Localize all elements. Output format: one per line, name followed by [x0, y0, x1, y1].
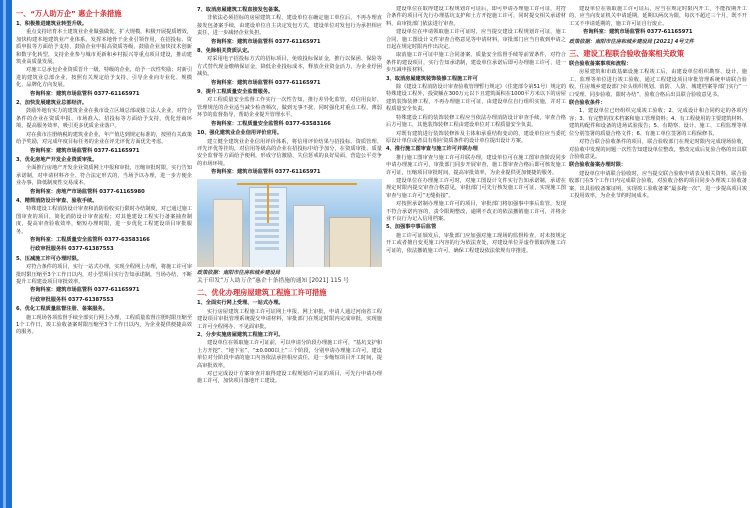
- permit-item-3-title: 3、取消房屋建筑装饰装修工程施工许可: [386, 75, 478, 82]
- item-9-contact: 咨询科室：工程质量安全监管科 0377-63583166: [211, 120, 331, 127]
- acceptance-item-2-para-1: 1、建设单位已经组织完成竣工验收；2、完成设计和合同约定的各项内容；3、有完整的技术档案和施工管理资料；4、有工程使用的主要建筑材料、建筑构配件和设备的进场试验报告；5、有勘察、设计、施工、工程监理等单位分别签署的质量合格文件；6、有施工单位签署的工程保修书。: [569, 108, 747, 137]
- policy-basis-2: 政策依据：南阳市住房和城乡建设局 [2021] 4号文件: [569, 38, 694, 45]
- building-shape: [213, 199, 243, 267]
- item-8-para-1: 对采用电子招投标方式的招标项目，免收投标保证金，推行以保函、保险等方式替代现金缴纳保证金，降低企业投标成本，释放企业资金活力，为企业纾困减负。: [197, 56, 382, 78]
- left-bar-stripe: [3, 0, 6, 508]
- item-8-title: 8、免除相关资质认定。: [197, 48, 253, 55]
- crane-jib: [237, 183, 357, 185]
- item-3-title: 3、优化房地产开发企业资质审批。: [16, 156, 98, 163]
- col3-para-6: 建设单位在办理施工许可时，对施工图设计文件实行告知承诺制，承诺在规定时限内提交审查合格意见，审批部门可先行核发施工许可证，实现施工图审查与施工许可“无缝衔接”。: [386, 177, 566, 199]
- item-4-contact-1: 咨询科室：工程质量安全监管科 0377-63583166: [30, 236, 150, 243]
- policy-basis-1: 政策依据：南阳市住房和城乡建设局: [197, 269, 281, 276]
- item-6-para-1: 施工现场各项监督手续全部实行网上办理，工程质量监督注册时限压缩至1个工作日，竣工验收备案时限压缩至3个工作日以内，为企业提供便捷高效的服务。: [16, 314, 192, 336]
- item-2-para-1: 鼓励外地有实力的建筑企业在我市设立区域总部或独立法人企业，对符合条件的企业在资质申报、市场准入、招投标等方面给予支持，优化营商环境，提高服务效率，吸引更多优质企业落户。: [16, 108, 192, 130]
- permit-item-2-para-1: 建设单位在领取施工许可证前，可以申请分阶段办理施工许可，“基坑支护和土方开挖”、“地下室”、“±0.000以上”三个阶段，分别申请办理施工许可，建设单位对分阶段申请的施工内容依法承担相应责任，进一步缩短项目开工时间，提高审批效率。: [197, 340, 382, 369]
- item-7-contact: 咨询科室：建筑市场监管科 0377-61165971: [211, 38, 321, 45]
- col3-para-1: 建设单位在取得建设工程规划许可证后，即可申请办理施工许可证，对符合条件的项目可先行办理基坑支护和土方开挖施工许可，同时提交相关承诺材料，由审批部门依法进行审查。: [386, 6, 566, 27]
- permit-item-1-title: 1、全面实行网上受理、一站式办理。: [197, 300, 284, 307]
- column-3: [386, 6, 566, 506]
- item-10-title: 10、强化建筑业企业信用评价应用。: [197, 130, 283, 137]
- section-heading-3: 三、建设工程联合验收备案相关政策: [569, 49, 685, 59]
- item-3-contact: 咨询科室：房地产市场监管科 0377-61165980: [30, 188, 145, 195]
- item-1-para-2: 对施工总承包企业资质晋升一级、特级的企业，给予一次性奖励；对新引进的建筑业总部企业，按照有关规定给予支持，引导企业向专业化、规模化、品牌化方向发展。: [16, 67, 192, 89]
- item-2-title: 2、加快发展建筑业总部经济。: [16, 100, 88, 107]
- col3-para-3: 取消施工许可证中施工合同备案、质量安全监督手续等前置条件，对符合条件的建设项目，实行告知承诺制，建设单位承诺后即可办理施工许可，进一步压减申报材料。: [386, 52, 566, 74]
- building-shape: [329, 217, 371, 267]
- item-9-title: 9、提升工程质量安全监督服务。: [197, 89, 274, 96]
- permit-item-5-title: 5、加强事中事后监管: [386, 224, 437, 231]
- column-1: [16, 6, 192, 506]
- column-4: [569, 6, 747, 506]
- permit-item-2-title: 2、分步实施房屋建筑工程施工许可。: [197, 331, 284, 338]
- item-9-para-1: 对工程质量安全监督工作实行一次性告知，推行差异化监管，对信用良好、管理规范的企业适当减少检查频次，做到无事不扰，同时强化对重点工程、薄弱环节的监督指导，帮助企业提升管理水平。: [197, 97, 382, 119]
- col3-para-5: 对既有建筑进行装饰装修涉及主体和承重结构变动的，建设单位应当委托原设计单位或者具有相应资质条件的设计单位提出设计方案。: [386, 130, 566, 144]
- permit-item-4-para: 推行施工图审查与施工许可并联办理，建设单位可在施工图审查阶段同步申请办理施工许可，审批部门同步开展审查，施工图审查合格后即可核发施工许可证，压缩项目审批时间，提高审批效率，为企业提供更加便捷的服务。: [386, 154, 566, 176]
- item-5-contact-2: 行政审批服务科 0377-61387553: [30, 296, 114, 303]
- section-heading-1: 一、“万人助万企” 惠企十条措施: [16, 9, 122, 18]
- permit-item-1-para: 实行房屋建筑工程施工许可证网上申报、网上审批，申请人通过河南省工程建设项目审批管理系统提交申请材料，审批部门在规定时限内完成审批，实现施工许可全程网办、不见面审批。: [197, 308, 382, 330]
- permit-item-3-para: 除《建设工程消防设计审查验收管理暂行规定》（住建部令第51号）规定的特殊建设工程外，投资额在300万元以下且建筑面积在1000平方米以下的房屋建筑装饰装修工程，不再办理施工许可证，由建设单位自行组织实施，并对工程质量安全负责。: [386, 84, 566, 113]
- item-3-para-1: 全面推行房地产开发企业资质网上申报和审批，压缩审批时限，实行告知承诺制，对申请材料齐全、符合法定形式的，当场予以办理，进一步方便企业办事，降低制度性交易成本。: [16, 165, 192, 187]
- acceptance-item-3-para: 建设单位申请联合验收时，应当提交联合验收申请表及相关资料，联合验收部门在5个工作日内完成联合验收，对验收合格的项目同步办理竣工验收备案，出具验收备案证明，实现竣工验收备案“最多跑一次”，进一步提高项目竣工投用效率，为企业节约时间成本。: [569, 170, 747, 199]
- construction-photo: [197, 179, 382, 267]
- col3-para-4: 特殊建设工程的装饰装修工程应当依法办理消防设计审查手续，审查合格后方可施工，其他装饰装修工程由建设单位对工程质量安全负责。: [386, 114, 566, 129]
- acceptance-item-1-title: 联合验收备案事项和流程：: [569, 61, 632, 68]
- column-2: [197, 6, 382, 506]
- col4-contact: 咨询科室：建筑市场监管科 0377-61165971: [583, 29, 693, 36]
- item-2-para-2: 对在我市注册纳税的建筑业企业，年产值达到规定标准的，按照有关政策给予奖励，对完成年度目标任务的企业在评先评优方面优先考虑。: [16, 131, 192, 146]
- item-10-para-1: 建立健全建筑业企业信用评价体系，将信用评价结果与招投标、资质管理、评先评优等挂钩，对信用等级高的企业在招投标中给予加分，在资质审批、质量安全监督等方面给予便利，形成守信激励、失信惩戒的良好局面，营造公平竞争的市场环境。: [197, 138, 382, 167]
- item-4-para-1: 特殊建设工程消防设计审查和消防验收实行限时办结制度，对已通过施工图审查的项目，简化消防设计审查流程；对其他建设工程实行备案抽查制度，提高审查验收效率，缩短办理时限，进一步优化工程建设项目审批服务。: [16, 206, 192, 235]
- item-6-title: 6、优化工程质量监督注册、备案服务。: [16, 306, 108, 313]
- acceptance-item-1-para: 房屋建筑和市政基础设施工程竣工后，由建设单位组织勘察、设计、施工、监理等单位进行竣工验收，通过工程建设项目审批管理系统申请联合验收，住房城乡建设部门牵头组织规划、消防、人防、城建档案等部门实行“一口受理、同步验收、限时办结”，验收合格后出具联合验收意见书。: [569, 69, 747, 98]
- acceptance-item-3-title: 联合验收备案办理时限：: [569, 162, 627, 169]
- item-1-contact: 咨询科室：建筑市场监管科 0377-61165971: [30, 90, 140, 97]
- item-7-para-1: 非依法必须招标的房屋建筑工程，建设单位在确定施工单位后，不再办理直接发包备案手续，由建设单位自主决定发包方式，建设单位对发包行为承担相应责任，进一步减轻企业负担。: [197, 15, 382, 37]
- item-10-contact: 咨询科室：建筑市场监管科 0377-61165971: [211, 169, 321, 176]
- acceptance-item-2-title: 联合验收条件：: [569, 100, 606, 107]
- item-5-contact-1: 咨询科室：建筑市场监管科 0377-61165971: [30, 287, 140, 294]
- item-7-title: 7、取消房屋建筑工程直接发包备案。: [197, 7, 284, 13]
- permit-item-4-title: 4、推行施工图审查与施工许可并联办理: [386, 146, 478, 153]
- item-8-contact: 咨询科室：建筑市场监管科 0377-61165971: [211, 79, 321, 86]
- item-5-para-1: 对符合条件的项目，实行一站式办理，实现全程网上办理，将施工许可审批时限压缩至3个工作日以内，对小型项目实行告知承诺制，当场办结，不断提升工程建设项目审批效率。: [16, 264, 192, 285]
- permit-item-5-para: 施工许可证颁发后，审批部门应加强对施工现场的监督检查，对未按规定开工或者擅自变更施工内容的行为依法查处，对建设单位弄虚作假取得施工许可证的，依法撤销施工许可，确保工程建设依法依规有序推进。: [386, 232, 566, 254]
- item-1-title: 1、积极推进建筑业转型升级。: [16, 21, 88, 27]
- left-decorative-bar: [0, 0, 12, 508]
- item-5-title: 5、压减施工许可办理时限。: [16, 255, 82, 262]
- item-4-title: 4、精简消防设计审查、验收手续。: [16, 197, 98, 204]
- building-shape: [293, 205, 325, 267]
- col3-para-2: 建设单位在申请领取施工许可证时，应当提交建设工程规划许可证、施工合同、施工图设计文件审查合格意见等申请材料，审批部门应当自收到申请之日起在规定时限内作出决定。: [386, 29, 566, 51]
- col3-para-7: 对按照承诺制办理施工许可的项目，审批部门将加强事中事后监管，发现不符合承诺内容的，责令限期整改，逾期不改正的依法撤销施工许可，并将企业不良行为记入信用档案。: [386, 201, 566, 222]
- policy-basis-1-doc: 关于印发“万人助万企”惠企十条措施的通知 [2021] 115 号: [197, 277, 350, 284]
- item-2-contact: 咨询科室：建筑市场监管科 0377-61165971: [30, 147, 140, 154]
- item-4-contact-2: 行政审批服务科 0377-61387553: [30, 246, 114, 253]
- crane-mast: [267, 183, 269, 223]
- acceptance-item-2-para-2: 对符合联合验收条件的项目，联合验收部门在规定时限内完成现场验收，对验收中发现的问题一次性告知建设单位整改，整改完成后复验合格的出具联合验收意见。: [569, 139, 747, 160]
- item-1-para-1: 重点支持培育本土建筑业企业做强做优，扩大规模，积极开展提质增效，加快构建本地建筑业产业体系。发挥本地骨干企业引领作用，在招投标、资质申报等方面给予支持，鼓励企业申报高资质等级，鼓励企业加快技术创新和数字化转型，支持企业参与城市更新和乡村振兴等重点项目建设，推动建筑业高质量发展。: [16, 29, 192, 66]
- col4-para-1: 建设单位在领取施工许可证后，应当在规定时限内开工，不能按期开工的，应当向发证机关申请延期，延期以两次为限，每次不超过三个月，既不开工又不申请延期的，施工许可证自行废止。: [569, 6, 747, 27]
- permit-item-2-para-2: 对已完成设计方案审查并取得建设工程规划许可证的项目，可先行申请办理施工许可，加快项目落地开工建设。: [197, 371, 382, 385]
- section-heading-2: 二、优化办理房屋建筑工程施工许可措施: [197, 288, 327, 298]
